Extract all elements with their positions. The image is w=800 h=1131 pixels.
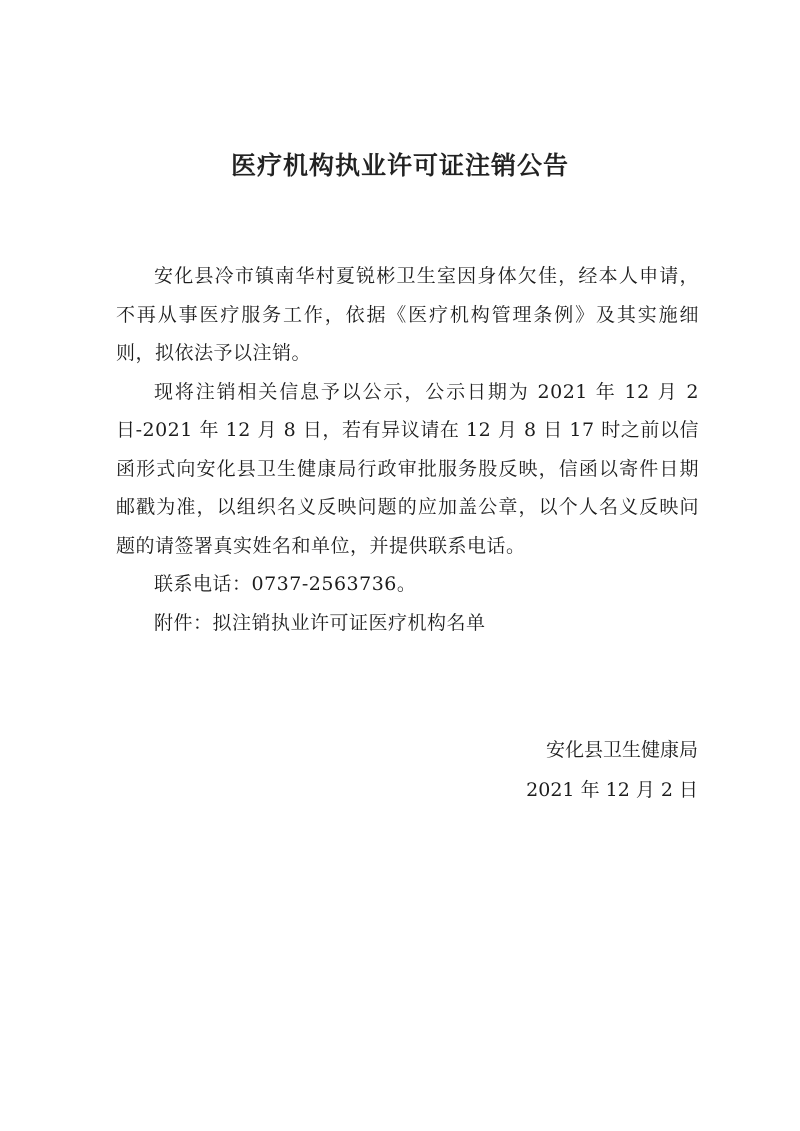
document-title: 医疗机构执业许可证注销公告 xyxy=(230,151,569,180)
document-body xyxy=(116,257,699,642)
signature-block xyxy=(526,730,698,810)
signature-organization: 安化县卫生健康局 xyxy=(545,739,698,761)
paragraph-cancellation-reason: 安化县冷市镇南华村夏锐彬卫生室因身体欠佳，经本人申请，不再从事医疗服务工作，依据《医疗机构管理条例》及其实施细则，拟依法予以注销。 xyxy=(116,265,699,364)
paragraph-publicity-notice: 现将注销相关信息予以公示，公示日期为 2021 年 12 月 2 日-2021 年 12 月 8 日，若有异议请在 12 月 8 日 17 时之前以信函形式向安化县卫生健康局行政审批服务股反映，信函以寄件日期邮戳为准，以组织名义反映问题的应加盖公章，以个人名义反映问题的请签署真实姓名和单位，并提供联系电话。 xyxy=(116,380,699,557)
paragraph-contact-phone: 联系电话：0737-2563736。 xyxy=(154,573,417,595)
paragraph-attachment: 附件：拟注销执业许可证医疗机构名单 xyxy=(154,611,486,634)
signature-date: 2021 年 12 月 2 日 xyxy=(526,779,698,801)
